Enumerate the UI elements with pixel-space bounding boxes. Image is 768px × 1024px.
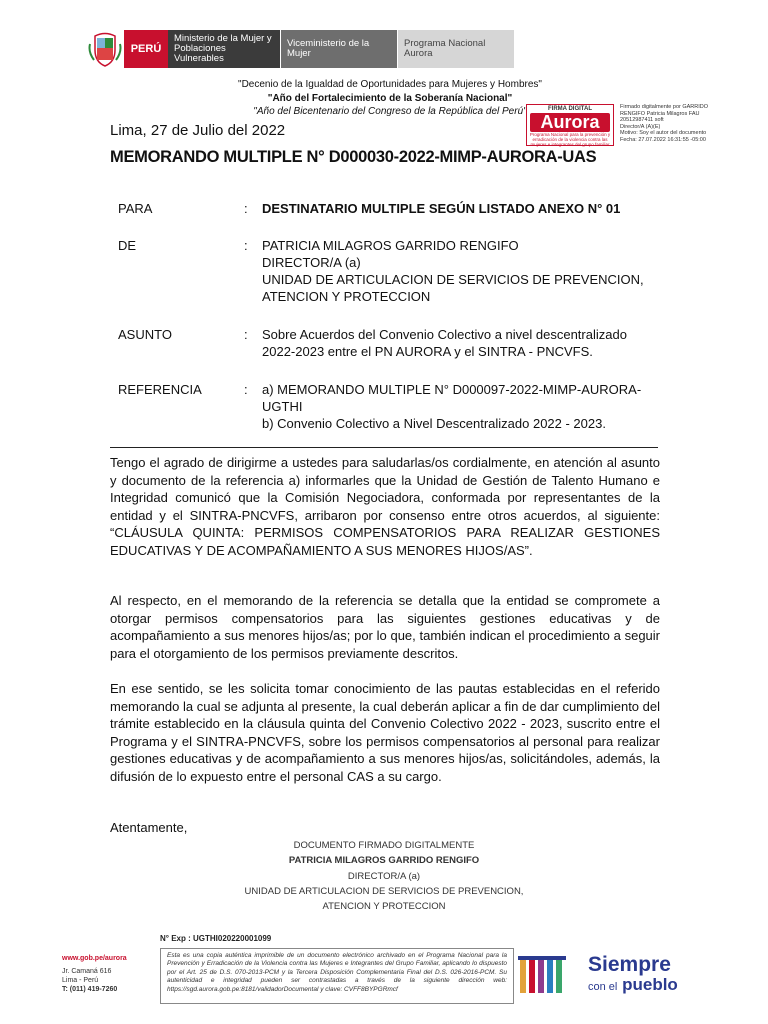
field-label: REFERENCIA <box>118 382 202 397</box>
field-colon: : <box>244 327 248 342</box>
slogan-line-2 <box>588 976 678 996</box>
aurora-subtitle: Programa Nacional para la prevención y erradicación de la violencia contra las mujeres e integrantes del grupo familiar <box>529 132 611 147</box>
phone-line: T: (011) 419-7260 <box>62 986 118 993</box>
signature-line: ATENCION Y PROTECCION <box>322 901 446 913</box>
address-line: Lima - Perú <box>62 977 99 984</box>
year-line: "Año del Fortalecimiento de la Soberanía Nacional" <box>267 92 513 104</box>
body-paragraph: En ese sentido, se les solicita tomar conocimiento de las pautas establecidas en el referido memorando la cual se adjunta al presente, la cual deberán aplicar a fin de dar cumplimiento del trámite establecido en la cláusula quinta del Convenio Colectivo 2022 - 2023, suscrito entre el Programa y el SINTRA-PNCVFS, sobre los permisos compensatorios al personal para realizar gestiones educativas y de acompañamiento a sus menores hijos/as, solicitándoles, además, la difusión de lo expuesto entre el personal CAS a su cargo. <box>110 681 660 784</box>
field-line: 2022-2023 entre el PN AURORA y el SINTRA - PNCVFS. <box>262 344 593 359</box>
field-label: PARA <box>118 201 153 216</box>
signature-block <box>200 838 568 914</box>
signature-detail-line: RENGIFO Patricia Milagros FAU <box>620 110 700 117</box>
website-link[interactable]: www.gob.pe/aurora <box>62 955 127 962</box>
field-line: a) MEMORANDO MULTIPLE N° D000097-2022-MIMP-AURORA- <box>262 382 642 397</box>
divider <box>110 447 658 448</box>
program-label: Programa Nacional Aurora <box>398 30 514 68</box>
decenio-line: "Decenio de la Igualdad de Oportunidades para Mujeres y Hombres" <box>238 79 542 90</box>
field-line: Sobre Acuerdos del Convenio Colectivo a nivel descentralizado <box>262 327 627 342</box>
digital-signature-logo <box>526 104 614 146</box>
signature-label: FIRMA DIGITAL <box>548 106 592 112</box>
field-colon: : <box>244 238 248 253</box>
expediente-number: N° Exp : UGTHI020220001099 <box>160 934 272 943</box>
signature-detail-line: Motivo: Soy el autor del documento <box>620 130 707 137</box>
slogan-strong: pueblo <box>622 975 678 994</box>
field-line: PATRICIA MILAGROS GARRIDO RENGIFO <box>262 238 519 253</box>
ministry-label: Ministerio de la Mujer y Poblaciones Vulnerables <box>168 30 280 68</box>
signature-detail-line: Director/A (A)(E) <box>620 123 661 130</box>
signature-line: DOCUMENTO FIRMADO DIGITALMENTE <box>293 840 475 851</box>
coat-of-arms-icon <box>88 30 122 68</box>
field-value <box>262 326 682 360</box>
field-label: ASUNTO <box>118 327 172 342</box>
field-line: ATENCION Y PROTECCION <box>262 289 431 304</box>
signature-line: PATRICIA MILAGROS GARRIDO RENGIFO <box>288 855 480 867</box>
vice-ministry-label: Viceministerio de la Mujer <box>281 30 397 68</box>
body-paragraph: Tengo el agrado de dirigirme a ustedes para saludarlas/os cordialmente, en atención al asunto y documento de la referencia a) informarles que la Unidad de Gestión de Talento Humano e Integridad comunicó que la Comisión Negociadora, conformada por representantes de la entidad y el SINTRA-PNCVFS, arribaron por consenso entre otros acuerdos, al siguiente: “CLÁUSULA QUINTA: PERMISOS COMPENSATORIOS PARA REALIZAR GESTIONES EDUCATIVAS Y DE ACOMPAÑAMIENTO A SUS MENORES HIJOS/AS”. <box>110 455 660 558</box>
slogan <box>588 954 678 996</box>
slogan-line-1: Siempre <box>588 953 671 976</box>
body-paragraph: Al respecto, en el memorando de la referencia se detalla que la entidad se compromete a otorgar permisos compensatorios para las siguientes gestiones educativas y de acompañamiento a sus menores hijos/as; por lo que, también indican el procedimiento a seguir para el otorgamiento de los permisos previamente descritos. <box>110 593 660 661</box>
field-line: UGTHI <box>262 399 303 414</box>
aurora-brand: Aurora <box>530 113 610 132</box>
signature-line: DIRECTOR/A (a) <box>347 870 421 882</box>
field-line: UNIDAD DE ARTICULACION DE SERVICIOS DE PREVENCION, <box>262 272 644 287</box>
institution-logo-bar <box>88 30 514 68</box>
signature-detail-line: Firmado digitalmente por GARRIDO <box>620 104 709 110</box>
color-bars-icon <box>516 953 588 997</box>
field-value <box>262 237 682 305</box>
field-line: b) Convenio Colectivo a Nivel Descentralizado 2022 - 2023. <box>262 416 606 431</box>
field-value: DESTINATARIO MULTIPLE SEGÚN LISTADO ANEXO N° 01 <box>262 201 621 216</box>
address-line: Jr. Camaná 616 <box>62 968 112 975</box>
signature-detail-line: 20512987411 soft <box>620 117 664 124</box>
siempre-logo <box>516 950 696 1000</box>
signature-detail-line: Fecha: 27.07.2022 16:31:55 -05:00 <box>620 136 706 143</box>
footer-contact <box>62 954 127 994</box>
peru-badge: PERÚ <box>124 30 168 68</box>
authenticity-notice: Esta es una copia auténtica imprimible de un documento electrónico archivado en el Programa Nacional para la Prevención y Erradicación de la Violencia contra las Mujeres e Integrantes del Grupo Familiar, aplicando lo dispuesto por el Art. 25 de D.S. 070-2013-PCM y la Tercera Disposición Complementaria Final del D.S. 026-2016-PCM. Su autenticidad e integridad pueden ser contrastadas a través de la siguiente dirección web: https://sgd.aurora.gob.pe:8181/validadorDocumental y clave: CVFF8BYPGRmcf <box>160 948 514 1004</box>
closing: Atentamente, <box>110 820 188 835</box>
memo-title: MEMORANDO MULTIPLE N° D000030-2022-MIMP-AURORA-UAS <box>110 148 597 166</box>
signature-line: UNIDAD DE ARTICULACION DE SERVICIOS DE PREVENCION, <box>244 885 524 897</box>
document-date: Lima, 27 de Julio del 2022 <box>110 122 286 139</box>
slogan-small: con el <box>588 981 618 993</box>
bicentenario-line: "Año del Bicentenario del Congreso de la República del Perú" <box>253 106 527 117</box>
field-colon: : <box>244 201 248 216</box>
field-colon: : <box>244 382 248 397</box>
signature-details <box>620 104 760 144</box>
field-label: DE <box>118 238 137 253</box>
field-value <box>262 381 682 432</box>
field-line: DIRECTOR/A (a) <box>262 255 361 270</box>
